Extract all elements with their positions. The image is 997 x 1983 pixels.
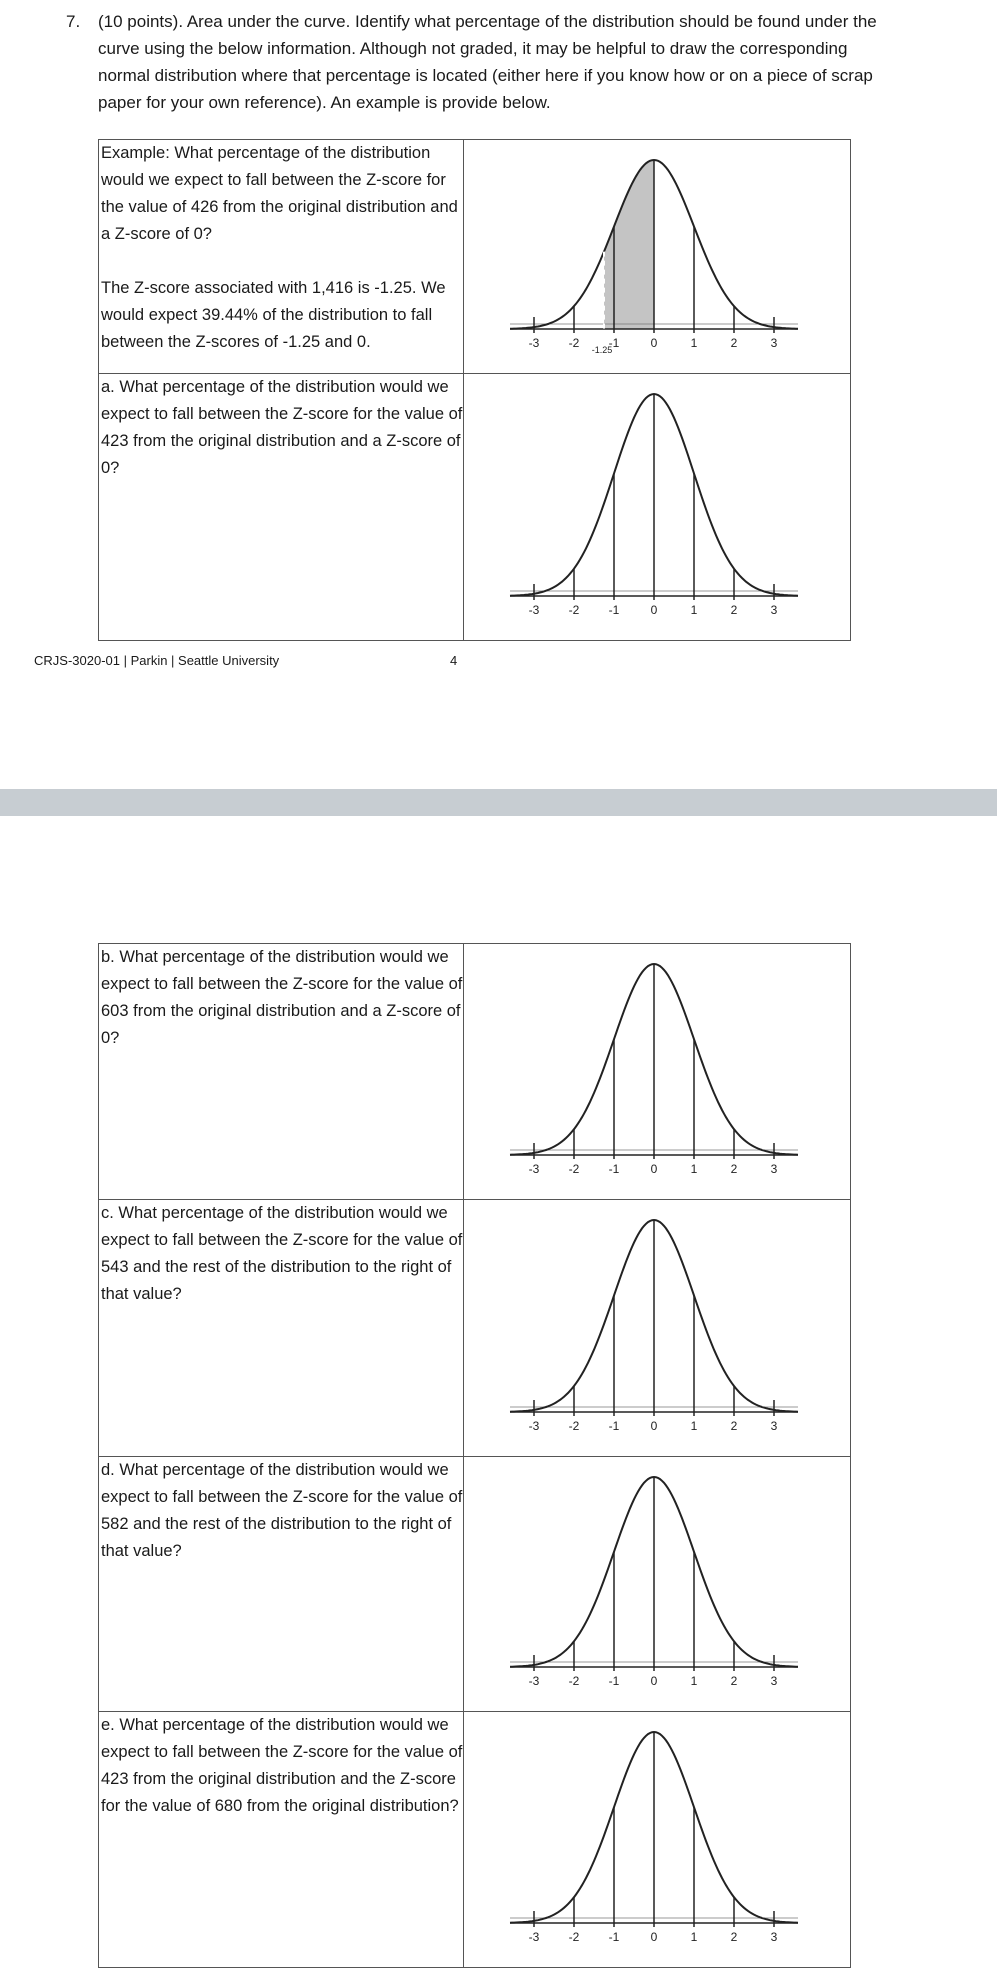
part-a-text-cell	[99, 374, 464, 641]
example-figure-cell	[464, 140, 851, 374]
marker-label: -1.25	[591, 345, 613, 355]
axis-label: 2	[730, 1419, 738, 1433]
axis-label: -1	[608, 336, 620, 350]
axis-label: 1	[690, 1162, 698, 1176]
axis-label: 1	[690, 1930, 698, 1944]
axis-label: -2	[568, 1419, 580, 1433]
part-d-question: d. What percentage of the distribution would we expect to fall between the Z-score for the value of 582 and the rest of the distribution to the right of that value?	[101, 1461, 463, 1560]
axis-label: 0	[650, 1162, 658, 1176]
axis-label: 1	[690, 1419, 698, 1433]
axis-label: 0	[650, 1674, 658, 1688]
part-c-text-cell	[99, 1200, 464, 1457]
axis-label: -3	[528, 1419, 540, 1433]
part-d-figure-cell	[464, 1457, 851, 1712]
axis-label: 3	[770, 336, 778, 350]
axis-label: 3	[770, 1419, 778, 1433]
axis-label: 1	[690, 336, 698, 350]
part-e-text-cell	[99, 1712, 464, 1968]
axis-label: 3	[770, 1162, 778, 1176]
part-d-text-cell	[99, 1457, 464, 1712]
axis-label: 2	[730, 1930, 738, 1944]
page-break	[0, 789, 997, 816]
part-a-row	[99, 374, 851, 641]
axis-label: 2	[730, 1674, 738, 1688]
shaded-area	[604, 160, 654, 329]
axis-label: 2	[730, 336, 738, 350]
axis-label: 3	[770, 1674, 778, 1688]
part-e-figure-cell	[464, 1712, 851, 1968]
question-number: 7.	[66, 12, 81, 31]
part-a-normal-curve	[464, 374, 850, 640]
example-normal-curve	[464, 140, 850, 373]
table-page2	[98, 943, 851, 1968]
axis-label: -2	[568, 336, 580, 350]
axis-label: 2	[730, 1162, 738, 1176]
part-b-normal-curve	[464, 944, 850, 1199]
axis-label: 2	[730, 603, 738, 617]
part-b-question: b. What percentage of the distribution would we expect to fall between the Z-score for the value of 603 from the original distribution and a Z-score of 0?	[101, 948, 463, 1047]
axis-label: -1	[608, 1930, 620, 1944]
example-question: Example: What percentage of the distribution would we expect to fall between the Z-score for the value of 426 from the original distribution and a Z-score of 0?	[101, 144, 458, 243]
example-answer: The Z-score associated with 1,416 is -1.25. We would expect 39.44% of the distribution to fall between the Z-scores of -1.25 and 0.	[101, 279, 446, 351]
axis-label: 0	[650, 1419, 658, 1433]
axis-label: -3	[528, 1674, 540, 1688]
axis-label: -2	[568, 1674, 580, 1688]
part-a-question: a. What percentage of the distribution would we expect to fall between the Z-score for the value of 423 from the original distribution and a Z-score of 0?	[101, 378, 463, 477]
axis-label: -1	[608, 1162, 620, 1176]
axis-label: -3	[528, 603, 540, 617]
part-a-figure-cell	[464, 374, 851, 641]
table-page1	[98, 139, 851, 641]
axis-label: 1	[690, 1674, 698, 1688]
part-d-row	[99, 1457, 851, 1712]
part-d-normal-curve	[464, 1457, 850, 1711]
axis-label: 1	[690, 603, 698, 617]
part-e-question: e. What percentage of the distribution would we expect to fall between the Z-score for the value of 423 from the original distribution and the Z-score for the value of 680 from the original distribution?	[101, 1716, 463, 1815]
axis-label: -3	[528, 336, 540, 350]
part-b-text-cell	[99, 944, 464, 1200]
part-e-row	[99, 1712, 851, 1968]
axis-label: 3	[770, 1930, 778, 1944]
part-b-figure-cell	[464, 944, 851, 1200]
footer-course: CRJS-3020-01 | Parkin | Seattle University	[34, 653, 280, 668]
axis-label: 0	[650, 336, 658, 350]
axis-label: -1	[608, 1674, 620, 1688]
part-c-question: c. What percentage of the distribution would we expect to fall between the Z-score for the value of 543 and the rest of the distribution to the right of that value?	[101, 1204, 463, 1303]
axis-label: -1	[608, 603, 620, 617]
axis-label: 0	[650, 1930, 658, 1944]
axis-label: 0	[650, 603, 658, 617]
part-b-row	[99, 944, 851, 1200]
axis-label: -2	[568, 603, 580, 617]
axis-label: -1	[608, 1419, 620, 1433]
example-row	[99, 140, 851, 374]
example-text-cell	[99, 140, 464, 374]
part-c-row	[99, 1200, 851, 1457]
axis-label: 3	[770, 603, 778, 617]
axis-label: -3	[528, 1930, 540, 1944]
axis-label: -2	[568, 1930, 580, 1944]
part-c-figure-cell	[464, 1200, 851, 1457]
footer-page-number: 4	[450, 653, 458, 668]
axis-label: -2	[568, 1162, 580, 1176]
part-e-normal-curve	[464, 1712, 850, 1967]
question-text: (10 points). Area under the curve. Identify what percentage of the distribution should be found under the curve using the below information. Although not graded, it may be helpful to draw the corresponding normal distribution where that percentage is located (either here if you know how or on a piece of scrap paper for your own reference). An example is provide below.	[98, 12, 877, 112]
axis-label: -3	[528, 1162, 540, 1176]
part-c-normal-curve	[464, 1200, 850, 1456]
